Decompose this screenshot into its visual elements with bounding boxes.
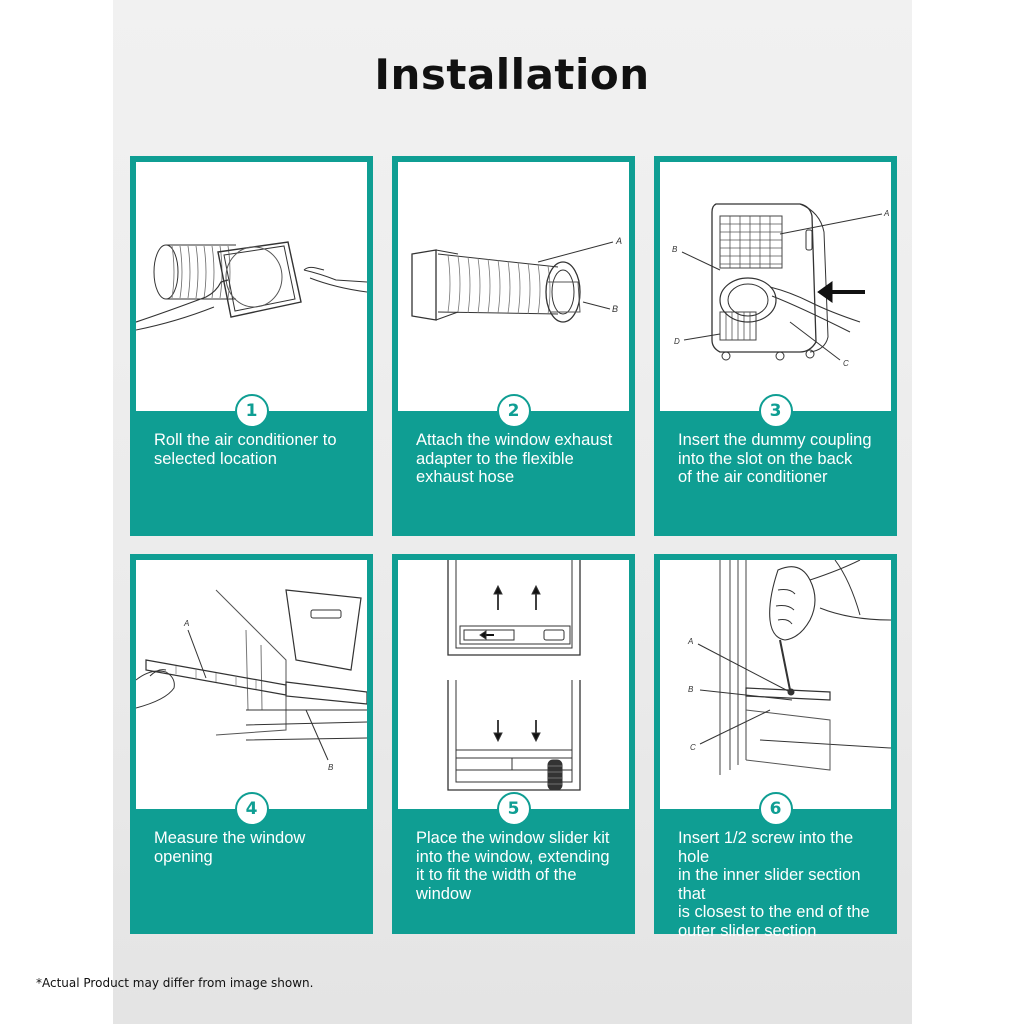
step-number-badge: 2 <box>497 394 531 428</box>
callout-b: B <box>328 763 334 772</box>
step-6-illustration <box>660 560 891 809</box>
callout-a: A <box>184 619 190 628</box>
step-1-illustration <box>136 162 367 411</box>
callout-a: A <box>616 236 623 246</box>
callout-b: B <box>672 245 678 254</box>
callout-a: A <box>884 209 890 218</box>
step-card-3 <box>654 156 897 536</box>
step-card-4 <box>130 554 373 934</box>
step-card-1 <box>130 156 373 536</box>
step-description: Measure the window opening <box>154 829 306 866</box>
step-description: Insert the dummy coupling into the slot on the back of the air conditioner <box>678 431 872 486</box>
step-3-illustration <box>660 162 891 411</box>
callout-b: B <box>688 685 694 694</box>
step-description: Attach the window exhaust adapter to the flexible exhaust hose <box>416 431 613 486</box>
step-description: Place the window slider kit into the window, extending it to fit the width of the window <box>416 829 610 903</box>
callout-c: C <box>843 359 849 368</box>
step-number-badge: 1 <box>235 394 269 428</box>
step-description: Insert 1/2 screw into the hole in the inner slider section that is closest to the end of the outer slider section <box>678 829 870 940</box>
step-card-2 <box>392 156 635 536</box>
step-card-6 <box>654 554 897 940</box>
callout-a: A <box>688 637 694 646</box>
callout-c: C <box>690 743 696 752</box>
step-description: Roll the air conditioner to selected location <box>154 431 337 468</box>
step-number-badge: 4 <box>235 792 269 826</box>
step-number-badge: 6 <box>759 792 793 826</box>
step-2-illustration <box>398 162 629 411</box>
step-4-illustration <box>136 560 367 809</box>
callout-b: B <box>612 304 619 314</box>
disclaimer-footnote: *Actual Product may differ from image shown. <box>36 976 314 990</box>
page-title: Installation <box>374 50 650 99</box>
step-card-5 <box>392 554 635 934</box>
callout-d: D <box>674 337 680 346</box>
step-number-badge: 5 <box>497 792 531 826</box>
step-5-illustration <box>398 560 629 809</box>
step-number-badge: 3 <box>759 394 793 428</box>
